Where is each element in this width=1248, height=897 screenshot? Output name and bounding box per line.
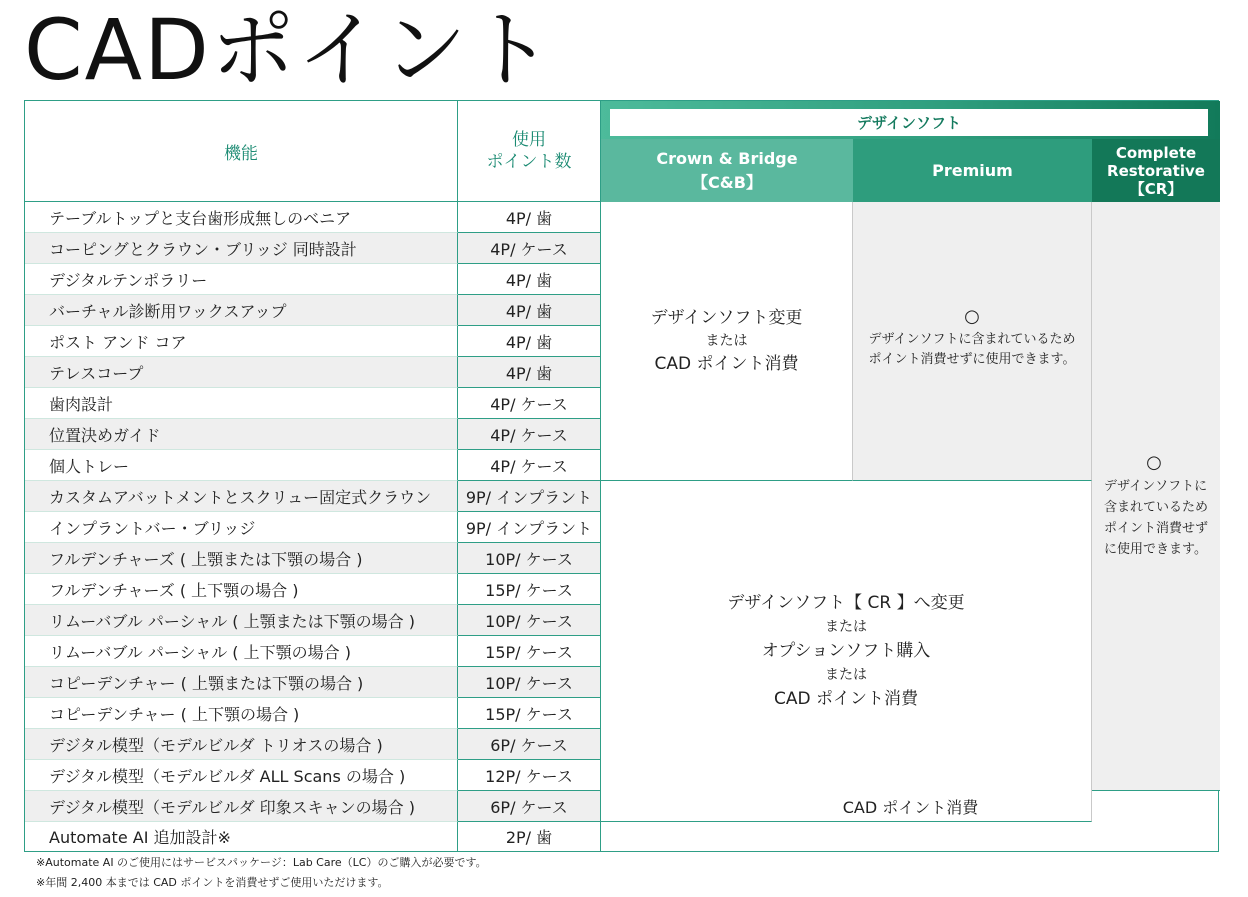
mid-line4: または: [825, 667, 867, 683]
table-row-function: デジタル模型（モデルビルダ 印象スキャンの場合 ): [25, 791, 458, 822]
cad-points-table: [24, 100, 1219, 852]
table-row-points: 15P/ ケース: [458, 574, 601, 605]
header-cr-line1: Complete: [1115, 143, 1197, 162]
header-points-line1: 使用: [512, 130, 546, 150]
table-row-function: バーチャル診断用ワックスアップ: [25, 295, 458, 326]
table-row-function: コピーデンチャー ( 上下顎の場合 ): [25, 698, 458, 729]
table-row-function: テーブルトップと支台歯形成無しのベニア: [25, 202, 458, 233]
table-row-points: 10P/ ケース: [458, 605, 601, 636]
table-row-points: 2P/ 歯: [458, 822, 601, 851]
table-row-function: Automate AI 追加設計※: [25, 822, 458, 851]
table-row-function: デジタルテンポラリー: [25, 264, 458, 295]
table-row-points: 10P/ ケース: [458, 543, 601, 574]
included-mark-icon: ○: [1146, 452, 1162, 473]
header-complete-restorative: [1092, 139, 1220, 202]
table-row-points: 9P/ インプラント: [458, 512, 601, 543]
table-row-points: 12P/ ケース: [458, 760, 601, 791]
header-design-soft: デザインソフト: [610, 109, 1208, 136]
table-row-points: 4P/ 歯: [458, 295, 601, 326]
header-crown-bridge: [601, 139, 853, 202]
table-row-function: 歯肉設計: [25, 388, 458, 419]
table-row-points: 4P/ 歯: [458, 357, 601, 388]
header-crown-line1: Crown & Bridge: [656, 148, 798, 168]
footnotes: [36, 853, 487, 893]
table-row-function: リムーバブル パーシャル ( 上顎または下顎の場合 ): [25, 605, 458, 636]
table-row-points: 15P/ ケース: [458, 636, 601, 667]
table-row-function: デジタル模型（モデルビルダ トリオスの場合 ): [25, 729, 458, 760]
footnote-2: ※年間 2,400 本までは CAD ポイントを消費せずご使用いただけます。: [36, 876, 389, 889]
table-row-points: 15P/ ケース: [458, 698, 601, 729]
mid-line5: CAD ポイント消費: [774, 689, 918, 709]
cr-note-line1: デザインソフトに: [1104, 479, 1208, 494]
crown-bridge-note: [601, 202, 853, 481]
table-row-function: フルデンチャーズ ( 上顎または下顎の場合 ): [25, 543, 458, 574]
table-row-function: コーピングとクラウン・ブリッジ 同時設計: [25, 233, 458, 264]
premium-line1: デザインソフトに含まれているため: [868, 332, 1076, 347]
table-row-points: 6P/ ケース: [458, 791, 601, 822]
footnote-1: ※Automate AI のご使用にはサービスパッケージ：Lab Care（LC）のご購入が必要です。: [36, 856, 487, 869]
header-design-soft-band: [601, 101, 1220, 139]
table-row-points: 10P/ ケース: [458, 667, 601, 698]
premium-line2: ポイント消費せずに使用できます。: [868, 352, 1076, 367]
premium-note: [853, 202, 1092, 481]
complete-restorative-note: [1092, 202, 1220, 791]
table-row-function: デジタル模型（モデルビルダ ALL Scans の場合 ): [25, 760, 458, 791]
table-row-function: ポスト アンド コア: [25, 326, 458, 357]
table-row-points: 4P/ ケース: [458, 450, 601, 481]
table-row-points: 4P/ ケース: [458, 388, 601, 419]
header-premium: Premium: [853, 139, 1092, 202]
table-row-points: 4P/ 歯: [458, 264, 601, 295]
mid-line3: オプションソフト購入: [761, 641, 931, 661]
table-row-points: 4P/ ケース: [458, 233, 601, 264]
cb-line1: デザインソフト変更: [650, 308, 803, 328]
cr-note-line4: に使用できます。: [1104, 542, 1207, 557]
page-title: CADポイント: [24, 1, 555, 99]
table-row-function: リムーバブル パーシャル ( 上下顎の場合 ): [25, 636, 458, 667]
mid-line1: デザインソフト【 CR 】へ変更: [727, 593, 965, 613]
header-function: 機能: [25, 101, 458, 202]
table-row-function: カスタムアバットメントとスクリュー固定式クラウン: [25, 481, 458, 512]
header-cr-line3: 【CR】: [1129, 179, 1183, 198]
table-row-points: 9P/ インプラント: [458, 481, 601, 512]
table-row-function: 位置決めガイド: [25, 419, 458, 450]
table-row-points: 4P/ 歯: [458, 326, 601, 357]
cr-note-line3: ポイント消費せず: [1104, 521, 1209, 536]
cb-line2: または: [705, 333, 748, 349]
table-row-function: 個人トレー: [25, 450, 458, 481]
implant-denture-note: [601, 481, 1092, 822]
included-mark-icon: ○: [964, 306, 980, 327]
table-row-points: 6P/ ケース: [458, 729, 601, 760]
automate-ai-note: CAD ポイント消費: [842, 798, 979, 817]
table-row-function: テレスコープ: [25, 357, 458, 388]
cb-line3: CAD ポイント消費: [654, 354, 799, 374]
header-points: [458, 101, 601, 202]
table-row-function: コピーデンチャー ( 上顎または下顎の場合 ): [25, 667, 458, 698]
table-row-points: 4P/ ケース: [458, 419, 601, 450]
cr-note-line2: 含まれているため: [1104, 500, 1209, 515]
header-cr-line2: Restorative: [1107, 161, 1205, 180]
header-points-line2: ポイント数: [486, 152, 572, 172]
table-row-function: インプラントバー・ブリッジ: [25, 512, 458, 543]
mid-line2: または: [825, 619, 867, 635]
table-row-function: フルデンチャーズ ( 上下顎の場合 ): [25, 574, 458, 605]
table-row-points: 4P/ 歯: [458, 202, 601, 233]
header-crown-line2: 【C&B】: [692, 172, 762, 192]
